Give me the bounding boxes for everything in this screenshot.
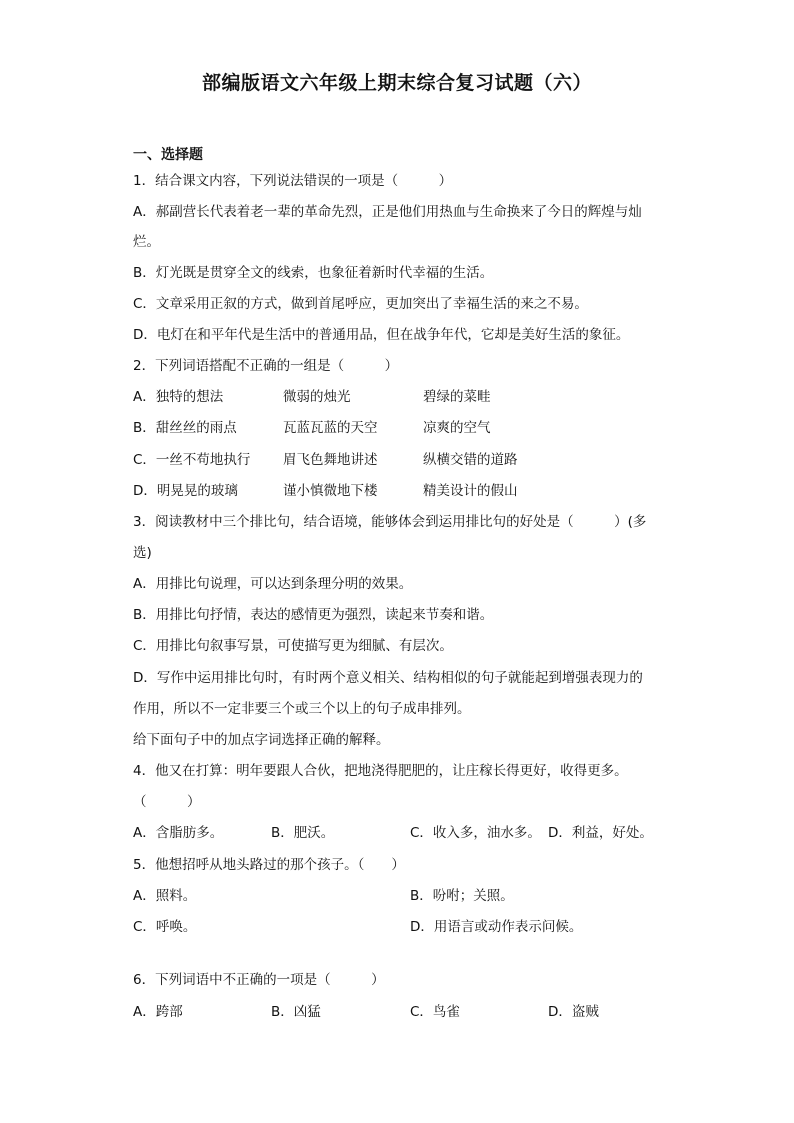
- question-3-option-c: C．用排比句叙事写景，可使描写更为细腻、有层次。: [133, 638, 453, 654]
- q4-option-b: B．肥沃。: [271, 825, 335, 841]
- q5-option-c: C．呼唤。: [133, 919, 197, 935]
- question-3-stem-cont: 选): [133, 545, 152, 561]
- question-1-option-b: B．灯光既是贯穿全文的线索，也象征着新时代幸福的生活。: [133, 265, 494, 281]
- instruction-text: 给下面句子中的加点字词选择正确的解释。: [133, 732, 390, 748]
- q2-row-a-col3: 碧绿的菜畦: [423, 389, 491, 405]
- q2-row-b-col2: 瓦蓝瓦蓝的天空: [283, 420, 378, 436]
- question-3-stem: 3．阅读教材中三个排比句，结合语境，能够体会到运用排比句的好处是（ ）(多: [133, 514, 647, 530]
- q2-row-b-col3: 凉爽的空气: [423, 420, 491, 436]
- q2-row-c-col1: C．一丝不苟地执行: [133, 452, 251, 468]
- q6-option-b: B．凶猛: [271, 1004, 321, 1020]
- q2-row-b-col1: B．甜丝丝的雨点: [133, 420, 237, 436]
- question-1-option-a-cont: 烂。: [133, 234, 160, 250]
- question-1-option-d: D．电灯在和平年代是生活中的普通用品，但在战争年代，它却是美好生活的象征。: [133, 327, 630, 343]
- question-5-stem: 5．他想招呼从地头路过的那个孩子。（ ）: [133, 857, 405, 873]
- question-1-option-a: A．郝副营长代表着老一辈的革命先烈，正是他们用热血与生命换来了今日的辉煌与灿: [133, 204, 642, 220]
- question-3-option-d: D．写作中运用排比句时，有时两个意义相关、结构相似的句子就能起到增强表现力的: [133, 670, 643, 686]
- q2-row-d-col3: 精美设计的假山: [423, 483, 518, 499]
- q4-option-d: D．利益，好处。: [548, 825, 653, 841]
- q2-row-d-col1: D．明晃晃的玻璃: [133, 483, 238, 499]
- question-4-blank: （ ）: [133, 794, 201, 810]
- question-3-option-b: B．用排比句抒情，表达的感情更为强烈，读起来节奏和谐。: [133, 607, 494, 623]
- question-1-stem: 1．结合课文内容，下列说法错误的一项是（ ）: [133, 173, 453, 189]
- question-1-option-c: C．文章采用正叙的方式，做到首尾呼应，更加突出了幸福生活的来之不易。: [133, 296, 588, 312]
- section-heading: 一、选择题: [133, 147, 203, 163]
- q4-option-c: C．收入多，油水多。: [410, 825, 541, 841]
- question-6-stem: 6．下列词语中不正确的一项是（ ）: [133, 972, 385, 988]
- question-4-stem: 4．他又在打算：明年要跟人合伙，把地浇得肥肥的，让庄稼长得更好，收得更多。: [133, 763, 628, 779]
- q2-row-a-col2: 微弱的烛光: [283, 389, 351, 405]
- question-3-option-a: A．用排比句说理，可以达到条理分明的效果。: [133, 576, 413, 592]
- question-2-stem: 2．下列词语搭配不正确的一组是（ ）: [133, 358, 399, 374]
- q2-row-a-col1: A．独特的想法: [133, 389, 224, 405]
- q5-option-d: D．用语言或动作表示问候。: [410, 919, 583, 935]
- q4-option-a: A．含脂肪多。: [133, 825, 224, 841]
- q6-option-c: C．鸟雀: [410, 1004, 460, 1020]
- q5-option-b: B．吩咐；关照。: [410, 888, 514, 904]
- q2-row-c-col2: 眉飞色舞地讲述: [283, 452, 378, 468]
- q6-option-d: D．盗贼: [548, 1004, 599, 1020]
- question-3-option-d-cont: 作用，所以不一定非要三个或三个以上的句子成串排列。: [133, 701, 471, 717]
- q2-row-d-col2: 谨小慎微地下楼: [283, 483, 378, 499]
- q6-option-a: A．跨部: [133, 1004, 183, 1020]
- q5-option-a: A．照料。: [133, 888, 197, 904]
- q2-row-c-col3: 纵横交错的道路: [423, 452, 518, 468]
- page-title: 部编版语文六年级上期末综合复习试题（六）: [201, 72, 592, 94]
